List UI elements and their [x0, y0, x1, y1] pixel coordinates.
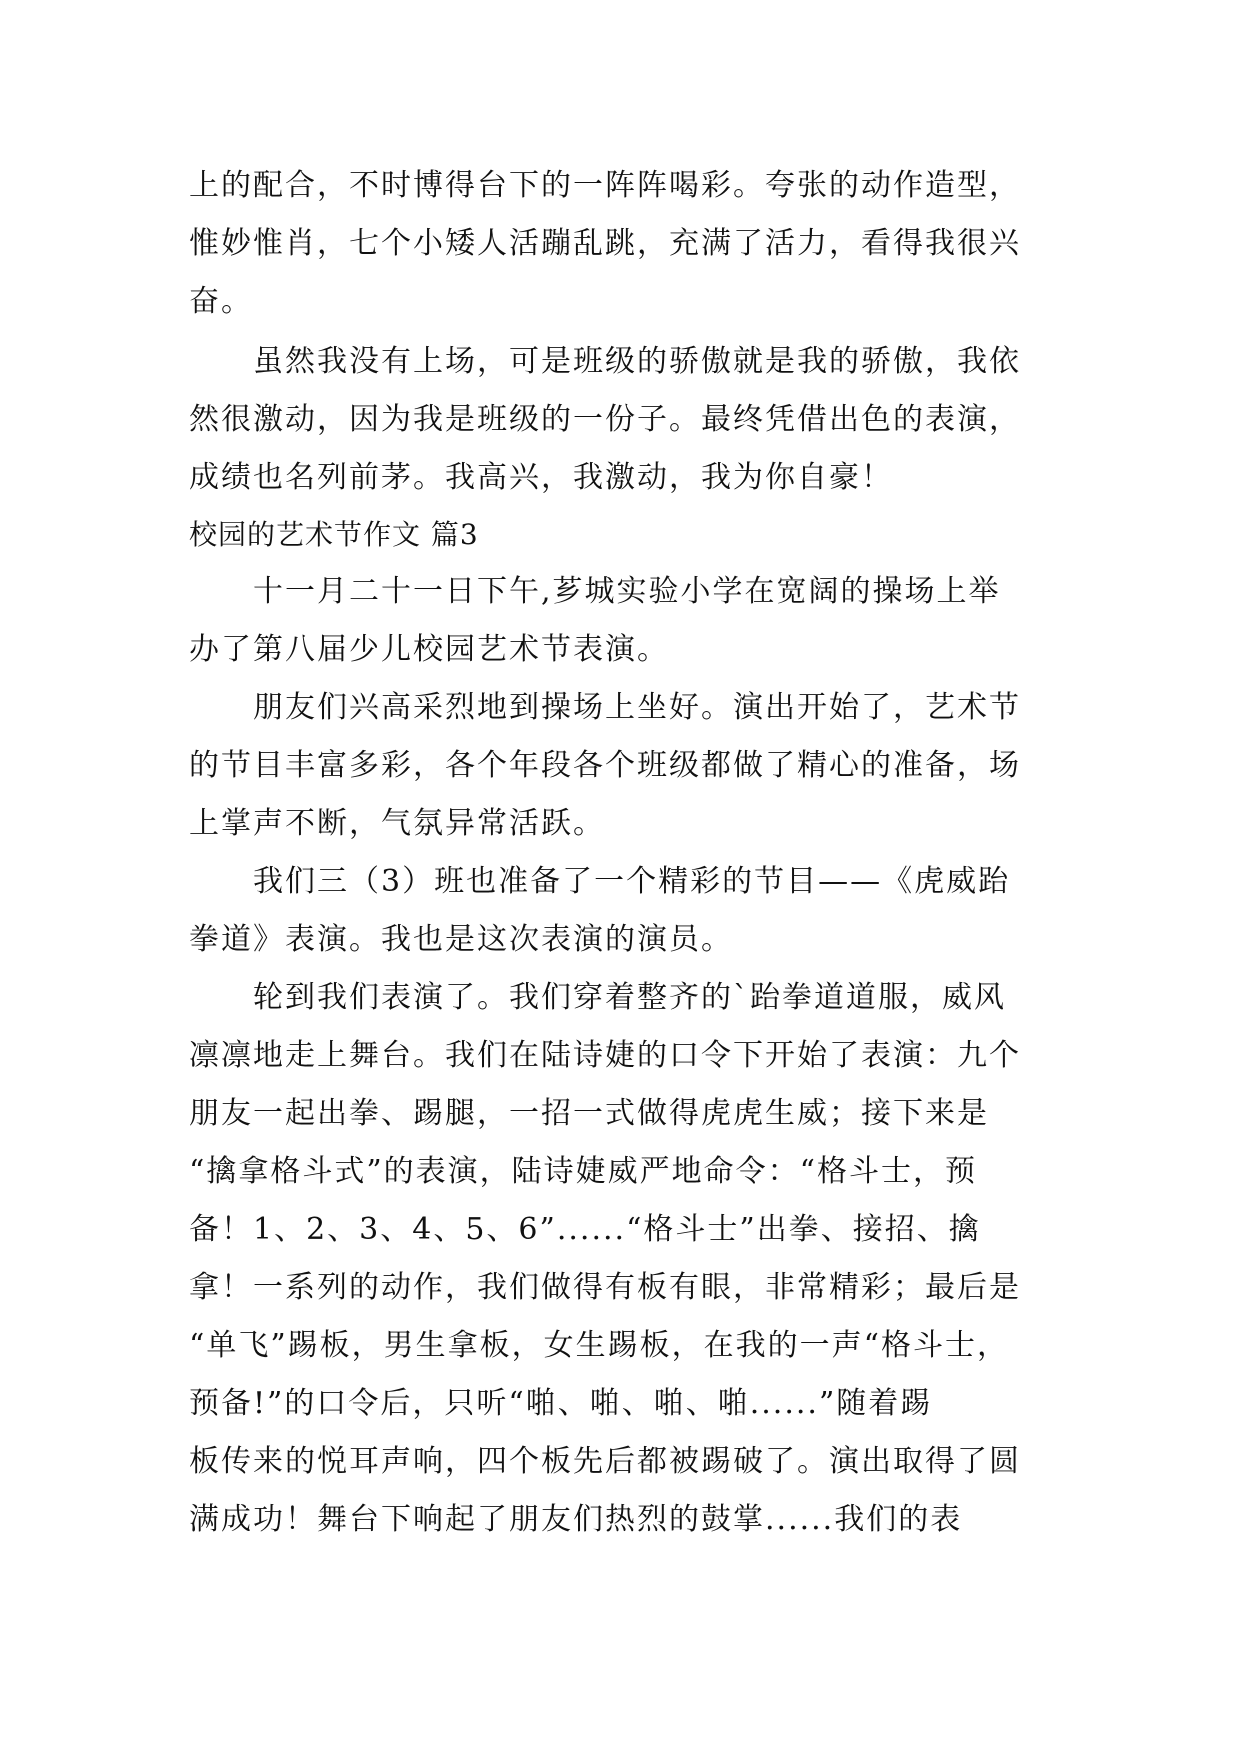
text-line: 朋友一起出拳、踢腿，一招一式做得虎虎生威；接下来是 [189, 1096, 989, 1131]
text-line: 备！1、2、3、4、5、6”......“格斗士”出拳、接招、擒 [189, 1212, 981, 1247]
paragraph-first-line: 我们三（3）班也准备了一个精彩的节目——《虎威跆 [253, 864, 1011, 899]
text-line: 然很激动，因为我是班级的一份子。最终凭借出色的表演， [189, 402, 1021, 437]
text-line: 拿！一系列的动作，我们做得有板有眼，非常精彩；最后是 [189, 1270, 1021, 1305]
text-line: 预备!”的口令后，只听“啪、啪、啪、啪......”随着踢 [189, 1386, 933, 1421]
paragraph-first-line: 十一月二十一日下午,芗城实验小学在宽阔的操场上举 [253, 574, 1001, 609]
paragraph-first-line: 虽然我没有上场，可是班级的骄傲就是我的骄傲，我依 [253, 344, 1021, 379]
text-line: 上掌声不断，气氛异常活跃。 [189, 806, 605, 841]
text-line: 上的配合，不时博得台下的一阵阵喝彩。夸张的动作造型， [189, 168, 1021, 203]
text-line: 拳道》表演。我也是这次表演的演员。 [189, 922, 733, 957]
text-line: “擒拿格斗式”的表演，陆诗婕威严地命令：“格斗士，预 [189, 1154, 978, 1189]
text-line: “单飞”踢板，男生拿板，女生踢板，在我的一声“格斗士， [189, 1328, 1010, 1363]
text-line: 奋。 [189, 284, 253, 319]
text-line: 惟妙惟肖，七个小矮人活蹦乱跳，充满了活力，看得我很兴 [189, 226, 1021, 261]
text-line: 满成功！舞台下响起了朋友们热烈的鼓掌......我们的表 [189, 1502, 963, 1537]
text-line: 成绩也名列前茅。我高兴，我激动，我为你自豪！ [189, 460, 893, 495]
text-line: 的节目丰富多彩，各个年段各个班级都做了精心的准备，场 [189, 748, 1021, 783]
paragraph-first-line: 轮到我们表演了。我们穿着整齐的`跆拳道道服，威风 [253, 980, 1006, 1015]
paragraph-first-line: 朋友们兴高采烈地到操场上坐好。演出开始了，艺术节 [253, 690, 1021, 725]
section-heading: 校园的艺术节作文 篇3 [189, 518, 479, 551]
text-line: 凛凛地走上舞台。我们在陆诗婕的口令下开始了表演：九个 [189, 1038, 1021, 1073]
text-line: 板传来的悦耳声响，四个板先后都被踢破了。演出取得了圆 [189, 1444, 1021, 1479]
text-line: 办了第八届少儿校园艺术节表演。 [189, 632, 669, 667]
